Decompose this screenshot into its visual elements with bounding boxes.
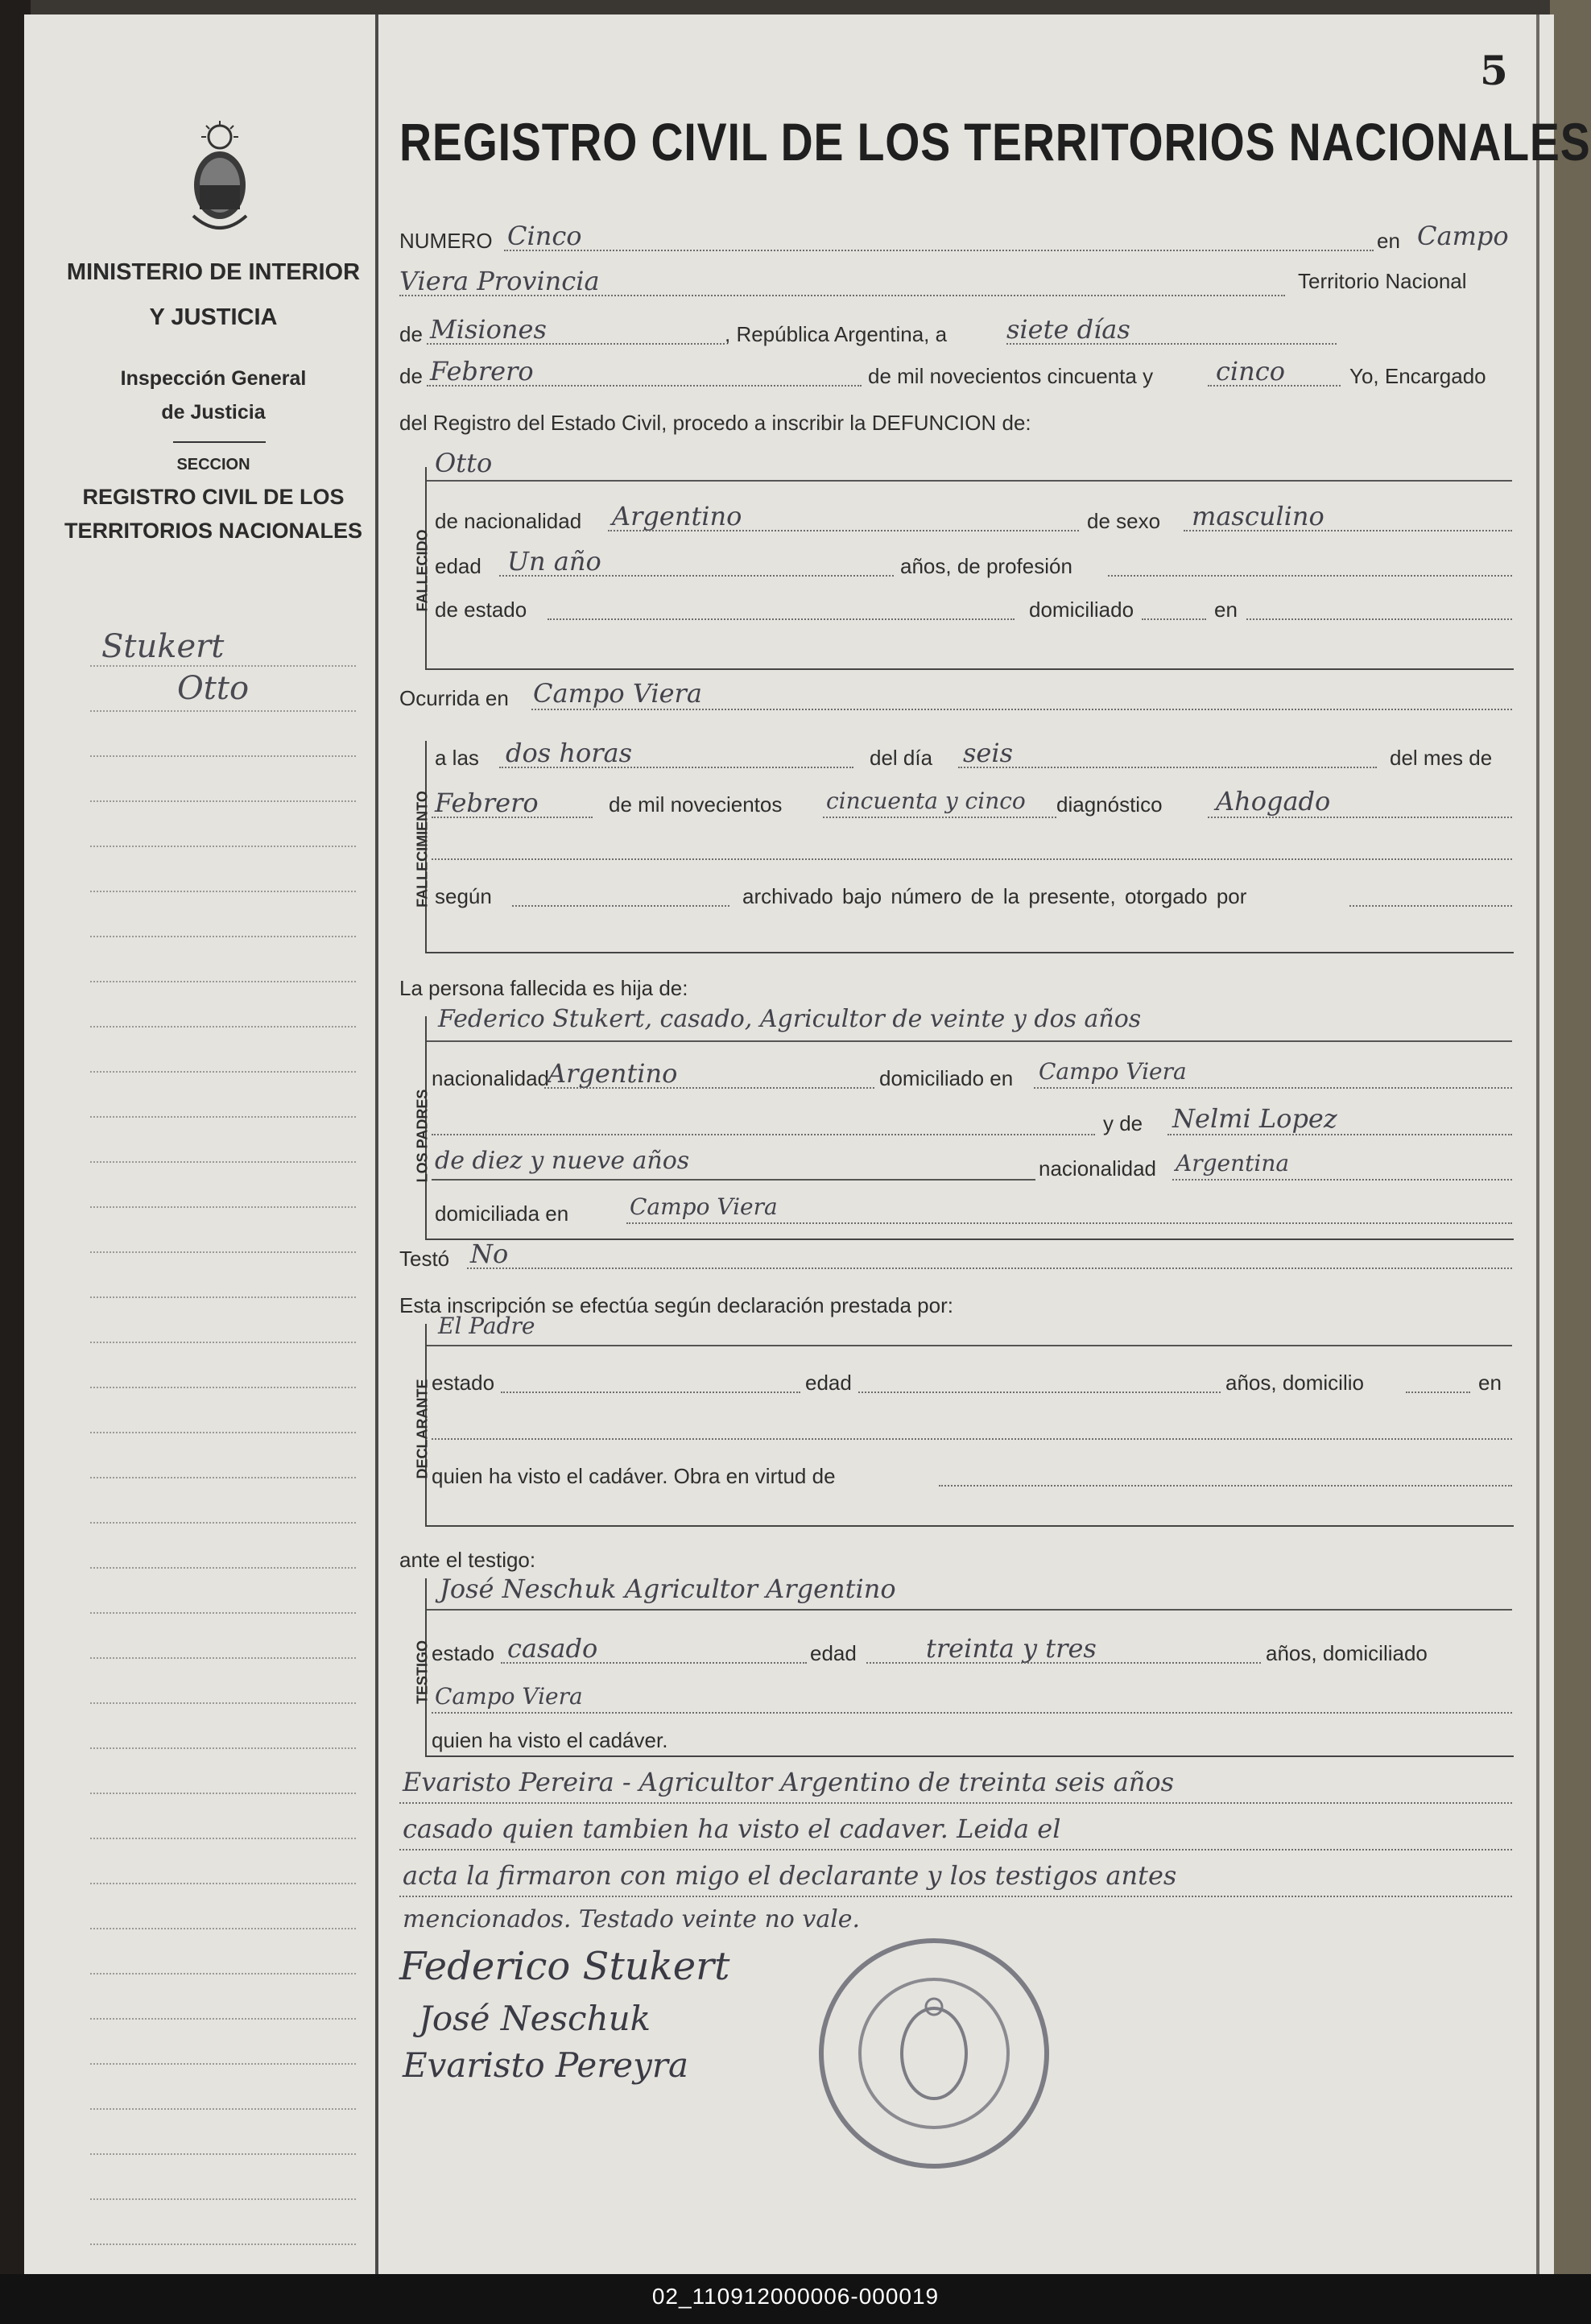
de-mil-label-2: de mil novecientos — [609, 792, 783, 817]
sidebar-rule — [90, 2063, 356, 2065]
sidebar-rule — [90, 1928, 356, 1929]
sidebar-rule — [90, 1702, 356, 1704]
y-de-label: y de — [1103, 1111, 1143, 1135]
lugar-value: Viera Provincia — [399, 266, 600, 296]
ministry-title-2: Y JUSTICIA — [149, 304, 278, 330]
padre-nacionalidad-value: Argentino — [548, 1058, 678, 1089]
archivado-label: archivado bajo número de la presente, otorgado por — [742, 884, 1247, 908]
nota-line-2: casado quien tambien ha visto el cadaver. Leida el — [403, 1813, 1061, 1844]
book-edge-right — [1550, 0, 1591, 2324]
de-label-2: de — [399, 364, 423, 388]
declarante-domicilio-label: años, domicilio — [1225, 1371, 1364, 1395]
sidebar-rule — [90, 1477, 356, 1478]
profesion-label: años, de profesión — [900, 554, 1072, 578]
inspection-title: Inspección General — [120, 367, 307, 390]
declarante-estado-label: estado — [432, 1371, 495, 1395]
given-name-annotation: Otto — [177, 670, 250, 707]
nota-line-4: mencionados. Testado veinte no vale. — [403, 1905, 861, 1933]
nacionalidad-label: de nacionalidad — [435, 509, 582, 533]
de-label: de — [399, 322, 423, 346]
diagnostico-label: diagnóstico — [1056, 792, 1163, 817]
en-value: Campo — [1417, 221, 1509, 251]
declarante-edad-label: edad — [805, 1371, 852, 1395]
coat-of-arms-icon — [185, 119, 254, 240]
anio-fallec-value: cincuenta y cinco — [826, 788, 1026, 814]
inscripcion-label: Esta inscripción se efectúa según declaración prestada por: — [399, 1293, 953, 1317]
dia-label: del día — [870, 746, 933, 770]
sidebar-rule — [90, 710, 356, 712]
madre-value: Nelmi Lopez — [1172, 1103, 1337, 1134]
estado-label: de estado — [435, 598, 527, 622]
nacionalidad-value: Argentino — [612, 501, 742, 531]
mes-value: Febrero — [430, 356, 534, 387]
sidebar-rule — [90, 891, 356, 892]
testigo-value: José Neschuk Agricultor Argentino — [440, 1573, 896, 1604]
quien-visto-2-label: quien ha visto el cadáver. — [432, 1728, 668, 1752]
padres-section-label: LOS PADRES — [414, 1089, 431, 1183]
page-title: REGISTRO CIVIL DE LOS TERRITORIOS NACIONALES — [399, 112, 1591, 172]
sidebar-rule — [90, 1116, 356, 1118]
sidebar-rule — [90, 1161, 356, 1163]
fallecimiento-section-label: FALLECIMIENTO — [414, 791, 431, 908]
territorio-label: Territorio Nacional — [1298, 269, 1467, 293]
ocurrida-value: Campo Viera — [533, 678, 702, 709]
ocurrida-label: Ocurrida en — [399, 686, 509, 710]
sidebar-rule — [90, 1342, 356, 1343]
surname-annotation: Stukert — [101, 628, 225, 665]
sexo-label: de sexo — [1087, 509, 1161, 533]
sidebar-rule — [90, 2108, 356, 2110]
madre-domicilio-value: Campo Viera — [630, 1193, 778, 1220]
sidebar-rule — [90, 1071, 356, 1073]
a-las-label: a las — [435, 746, 479, 770]
sidebar-rule — [90, 665, 356, 667]
yo-encargado-label: Yo, Encargado — [1349, 364, 1486, 388]
firma-testigo-2: Evaristo Pereyra — [403, 2045, 689, 2085]
sidebar-rule — [90, 1206, 356, 1208]
numero-value: Cinco — [507, 221, 582, 251]
sidebar-rule — [90, 1973, 356, 1975]
testigo-domiciliado-label: años, domiciliado — [1266, 1641, 1428, 1665]
fecha-value: siete días — [1006, 314, 1130, 345]
sidebar-rule — [90, 2153, 356, 2155]
sidebar-rule — [90, 1026, 356, 1028]
edad-value: Un año — [507, 546, 601, 577]
mes-fallec-value: Febrero — [435, 788, 539, 818]
image-code: 02_110912000006-000019 — [651, 2284, 940, 2309]
declarante-en-label: en — [1478, 1371, 1502, 1395]
sidebar-rule — [90, 2243, 356, 2245]
testigo-domicilio-value: Campo Viera — [435, 1683, 583, 1710]
official-seal-icon — [813, 1933, 1055, 2174]
sidebar-rule — [90, 1793, 356, 1794]
edad-label: edad — [435, 554, 481, 578]
padre-value: Federico Stukert, casado, Agricultor de veinte y dos años — [438, 1005, 1142, 1033]
domiciliado-label: domiciliado — [1029, 598, 1134, 622]
mes-label: del mes de — [1390, 746, 1493, 770]
republica-label: , República Argentina, a — [725, 322, 948, 346]
hora-value: dos horas — [506, 738, 633, 768]
nota-line-3: acta la firmaron con migo el declarante y los testigos antes — [403, 1860, 1177, 1891]
inspection-title-2: de Justicia — [161, 401, 266, 424]
testigo-estado-value: casado — [507, 1633, 598, 1664]
en-label: en — [1377, 229, 1400, 253]
sidebar-rule — [90, 1296, 356, 1298]
de-mil-label: de mil novecientos cincuenta y — [868, 364, 1154, 388]
madre-nacionalidad-label: nacionalidad — [1039, 1156, 1157, 1181]
section-title: REGISTRO CIVIL DE LOS — [82, 485, 345, 509]
testigo-estado-label: estado — [432, 1641, 495, 1665]
padre-nacionalidad-label: nacionalidad — [432, 1066, 550, 1090]
diagnostico-value: Ahogado — [1216, 786, 1331, 817]
sidebar-rule — [90, 1522, 356, 1524]
testigo-section-label: TESTIGO — [414, 1640, 431, 1705]
sidebar-rule — [90, 2018, 356, 2020]
padre-domicilio-value: Campo Viera — [1039, 1058, 1187, 1085]
provincia-value: Misiones — [430, 314, 547, 345]
sidebar-rule — [90, 755, 356, 757]
testigo-edad-label: edad — [810, 1641, 857, 1665]
firma-padre: Federico Stukert — [399, 1944, 730, 1989]
nota-line-1: Evaristo Pereira - Agricultor Argentino de treinta seis años — [403, 1767, 1175, 1797]
sidebar-rule — [90, 800, 356, 802]
madre-edad-value: de diez y nueve años — [435, 1147, 690, 1175]
sidebar-rule — [90, 1432, 356, 1433]
hija-de-label: La persona fallecida es hija de: — [399, 976, 688, 1000]
ministry-title: MINISTERIO DE INTERIOR — [66, 259, 361, 285]
numero-label: NUMERO — [399, 229, 493, 253]
madre-domiciliada-label: domiciliada en — [435, 1201, 569, 1226]
sidebar-rule — [90, 936, 356, 937]
sidebar-divider — [375, 14, 378, 2274]
sidebar-rule — [90, 981, 356, 982]
sidebar-rule — [90, 1747, 356, 1749]
sidebar-rule — [90, 1387, 356, 1388]
firma-testigo-1: José Neschuk — [419, 1999, 651, 2038]
anio-value: cinco — [1216, 356, 1285, 387]
padre-domiciliado-label: domiciliado en — [879, 1066, 1014, 1090]
madre-nacionalidad-value: Argentina — [1176, 1150, 1290, 1176]
page-number: 5 — [1480, 47, 1508, 94]
sexo-value: masculino — [1192, 501, 1324, 531]
sidebar-rule — [90, 2198, 356, 2200]
sidebar-rule — [90, 1657, 356, 1659]
sidebar-rule — [90, 1612, 356, 1614]
nombre-value: Otto — [435, 448, 493, 478]
ante-testigo-label: ante el testigo: — [399, 1548, 536, 1572]
quien-visto-label: quien ha visto el cadáver. Obra en virtud de — [432, 1464, 836, 1488]
sidebar-rule — [90, 1883, 356, 1884]
segun-label: según — [435, 884, 492, 908]
testo-label: Testó — [399, 1247, 450, 1271]
section-label: SECCION — [176, 456, 250, 473]
sidebar-rule — [90, 1251, 356, 1253]
sidebar-rule — [90, 1567, 356, 1569]
en-label-2: en — [1214, 598, 1238, 622]
sidebar-rule — [90, 1838, 356, 1839]
declarante-value: El Padre — [438, 1313, 535, 1339]
testo-value: No — [470, 1239, 509, 1269]
registro-intro: del Registro del Estado Civil, procedo a inscribir la DEFUNCION de: — [399, 411, 1031, 435]
sidebar-rule — [90, 846, 356, 847]
dia-value: seis — [963, 738, 1014, 768]
fallecido-section-label: FALLECIDO — [414, 529, 431, 612]
testigo-edad-value: treinta y tres — [926, 1633, 1097, 1664]
section-title-2: TERRITORIOS NACIONALES — [64, 519, 363, 543]
declarante-section-label: DECLARANTE — [414, 1379, 431, 1479]
page-right-border — [1536, 14, 1539, 2274]
